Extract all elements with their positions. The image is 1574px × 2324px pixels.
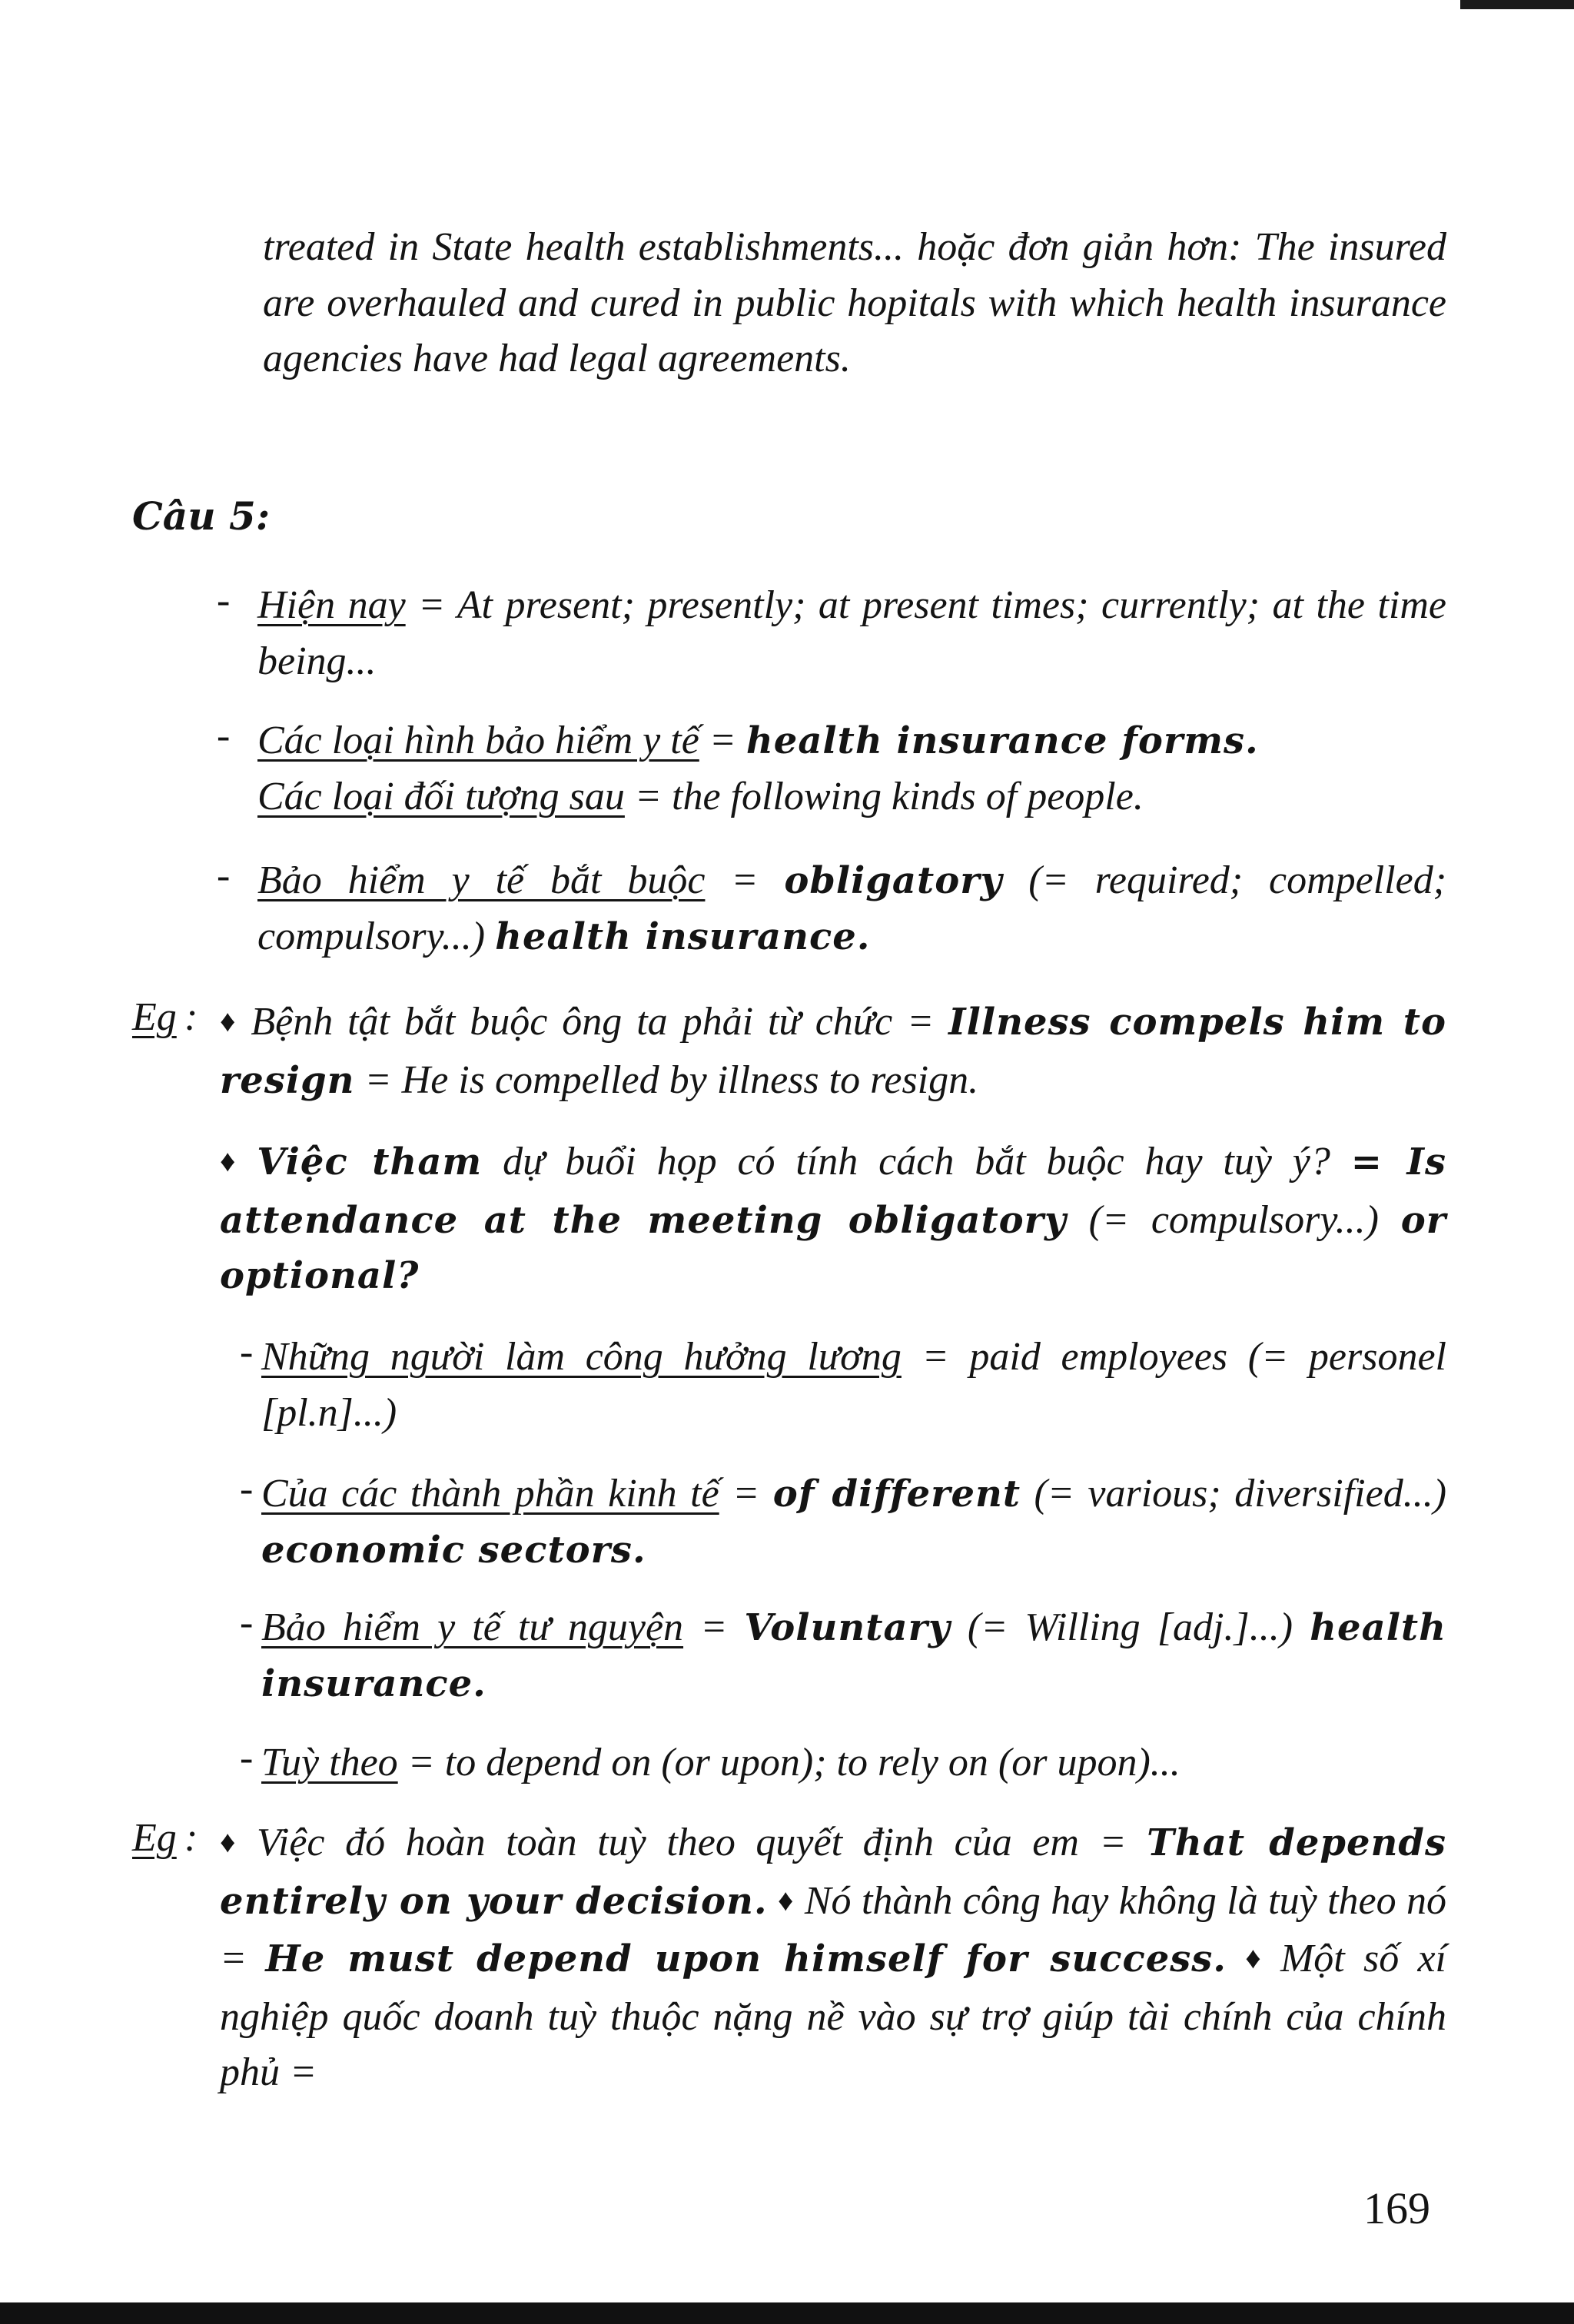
vocab-definition: = At present; presently; at present times; currently; at the time being...	[257, 583, 1446, 683]
dash-marker: -	[217, 579, 231, 622]
example-label-colon: :	[184, 995, 198, 1039]
vocab-term: Các loại đối tượng sau	[257, 774, 625, 818]
example-label-text: Eg	[132, 995, 177, 1039]
vocab-term: Các loại hình bảo hiểm y tế	[257, 719, 699, 762]
equals-sign: =	[699, 719, 746, 762]
vocab-definition-bold: health insurance.	[261, 1606, 1446, 1705]
vocab-synonyms: (= various; diversified...)	[1021, 1472, 1447, 1516]
example-label	[132, 1815, 177, 1861]
vocab-synonyms: (= required; compelled; compulsory...)	[257, 858, 1447, 958]
example-vietnamese: Việc đó hoàn toàn tuỳ theo quyết định của em =	[256, 1821, 1147, 1864]
vocab-definition: = the following kinds of people.	[624, 774, 1144, 818]
example-english-bold: That depends entirely on your decision.	[220, 1821, 1446, 1923]
diamond-bullet-icon: ♦	[220, 1144, 247, 1178]
vocab-definition: = paid employees (= personel [pl.n]...)	[261, 1335, 1446, 1435]
page-number: 169	[1363, 2183, 1430, 2233]
example-1	[220, 994, 1446, 1108]
example-english-bold: Illness compels him to resign	[220, 1001, 1446, 1102]
vocab-definition-bold: obligatory	[784, 859, 1003, 902]
vocab-item-hien-nay	[257, 578, 1446, 689]
vocab-synonyms: (= Willing [adj.]...)	[950, 1605, 1310, 1649]
example-english-bold: or optional?	[220, 1198, 1446, 1297]
section-heading: Câu 5:	[132, 493, 271, 539]
example-label-colon: :	[184, 1816, 198, 1860]
vocab-item-bat-buoc	[257, 853, 1446, 964]
vocab-term: Bảo hiểm y tế bắt buộc	[257, 858, 706, 902]
example-english-bold: He must depend upon himself for success.	[265, 1937, 1227, 1980]
dash-marker: -	[217, 714, 231, 758]
vocab-term: Những người làm công hưởng lương	[261, 1335, 902, 1379]
dash-marker: -	[240, 1601, 254, 1645]
diamond-bullet-icon: ♦	[778, 1882, 794, 1917]
page-edge-bottom	[0, 2302, 1574, 2324]
diamond-bullet-icon: ♦	[220, 1004, 241, 1038]
example-english: = He is compelled by illness to resign.	[354, 1057, 979, 1102]
example-2	[220, 1134, 1446, 1304]
dash-marker: -	[217, 854, 231, 898]
vocab-definition-bold: health insurance forms.	[745, 719, 1259, 762]
vocab-item-nguoi-lam-cong	[261, 1330, 1446, 1441]
vocab-definition-bold: of different	[772, 1472, 1021, 1516]
page-edge-top	[1460, 0, 1574, 9]
vocab-definition-bold: Voluntary	[744, 1606, 951, 1649]
example-synonyms: (= compulsory...)	[1066, 1197, 1401, 1242]
diamond-bullet-icon: ♦	[220, 1824, 246, 1859]
vocab-definition: = to depend on (or upon); to rely on (or upon)...	[397, 1741, 1180, 1784]
vocab-term: Tuỳ theo	[261, 1741, 398, 1784]
example-vietnamese: dự buổi họp có tính cách bắt buộc hay tuỳ ý?	[482, 1140, 1351, 1184]
vocab-item-loai-hinh	[257, 713, 1446, 825]
example-vietnamese-bold: Việc tham	[257, 1140, 483, 1184]
vocab-definition-bold: health insurance.	[495, 915, 871, 958]
example-label	[132, 994, 177, 1040]
equals-sign: =	[683, 1605, 745, 1649]
intro-paragraph: treated in State health establishments... hoặc đơn giản hơn: The insured are overhauled and cured in public hopitals with which health insurance agencies have had legal agreements.	[263, 225, 1446, 380]
dash-marker: -	[240, 1330, 254, 1374]
equals-sign: =	[705, 858, 785, 902]
vocab-item-tuy-theo	[261, 1735, 1446, 1791]
dash-marker: -	[240, 1467, 254, 1511]
example-vietnamese: Một số xí nghiệp quốc doanh tuỳ thuộc nặng nề vào sự trợ giúp tài chính của chính phủ =	[220, 1937, 1446, 2094]
example-3	[220, 1815, 1446, 2101]
vocab-item-thanh-phan-kinh-te	[261, 1466, 1446, 1578]
example-label-text: Eg	[132, 1816, 177, 1860]
vocab-item-tu-nguyen	[261, 1600, 1446, 1711]
example-vietnamese: Nó thành công hay không là tuỳ theo nó =	[220, 1878, 1447, 1980]
vocab-term: Bảo hiểm y tế tư nguyện	[261, 1605, 684, 1649]
example-vietnamese: Bệnh tật bắt buộc ông ta phải từ chức =	[251, 1000, 949, 1044]
equals-sign: =	[719, 1472, 773, 1516]
example-english-bold: = Is attendance at the meeting obligatory	[220, 1140, 1446, 1242]
vocab-definition-bold: economic sectors.	[261, 1528, 646, 1572]
vocab-term: Hiện nay	[257, 583, 406, 627]
dash-marker: -	[240, 1736, 254, 1780]
diamond-bullet-icon: ♦	[1245, 1941, 1270, 1975]
vocab-term: Của các thành phần kinh tế	[261, 1472, 719, 1516]
